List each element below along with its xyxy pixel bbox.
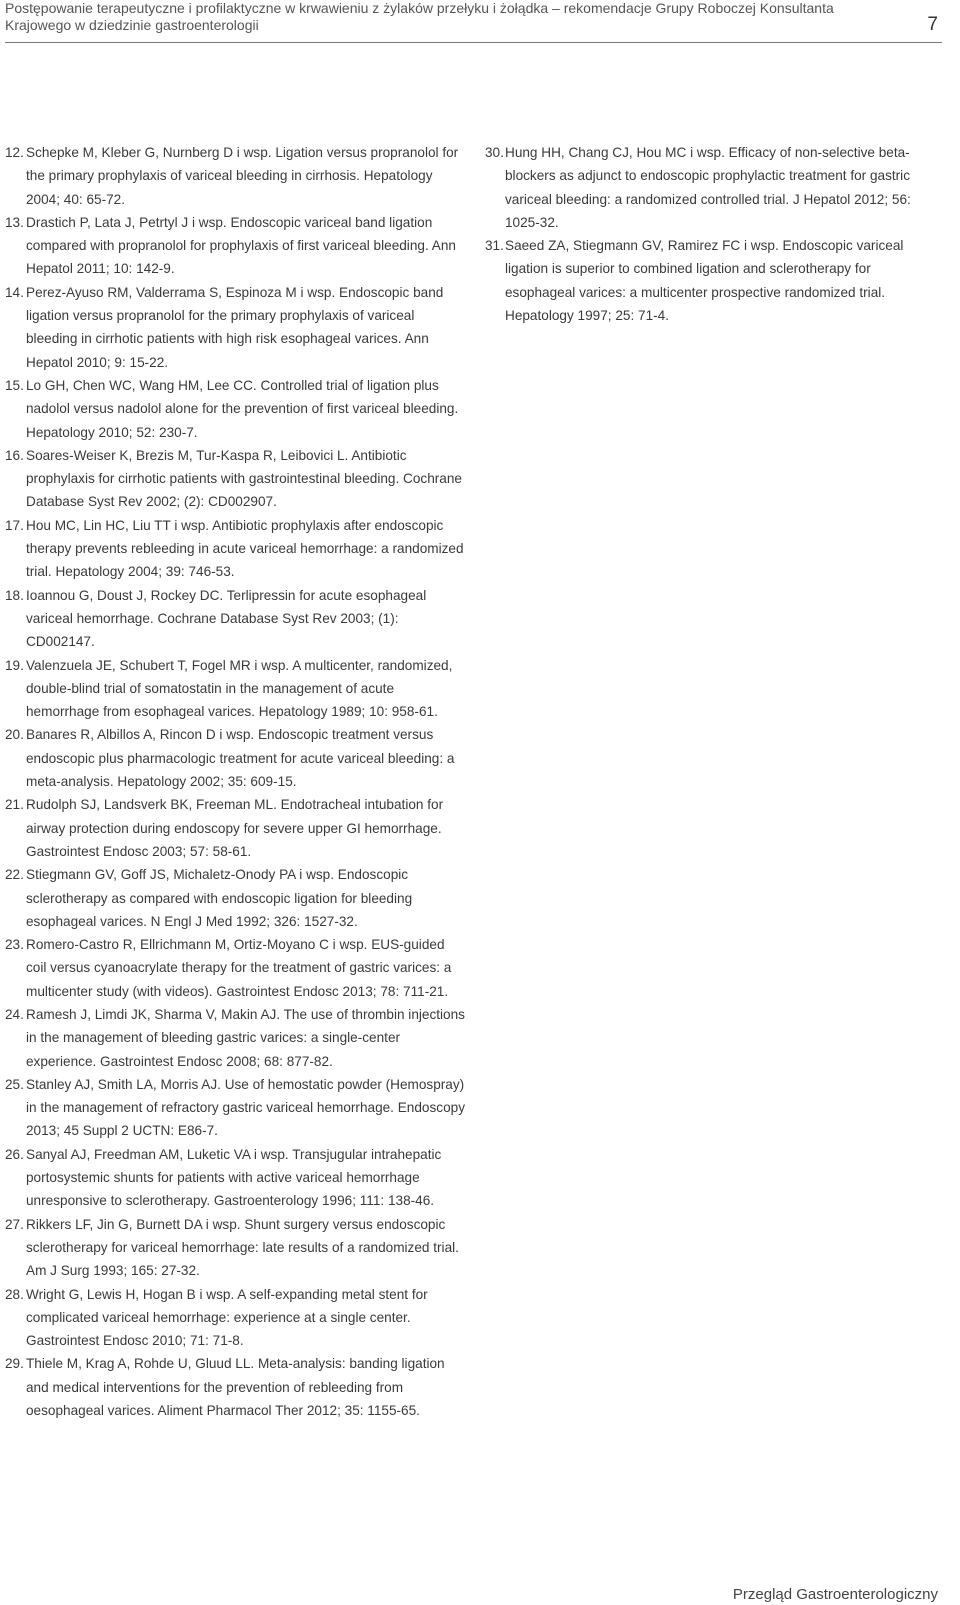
reference-item xyxy=(0,514,466,584)
reference-item xyxy=(485,141,940,234)
reference-text: Perez-Ayuso RM, Valderrama S, Espinoza M i wsp. Endoscopic band ligation versus propranolol for the primary prophylaxis of variceal bleeding in cirrhotic patients with high risk esophageal varices. Ann Hepatol 2010; 9: 15-22. xyxy=(26,284,444,370)
reference-text: Thiele M, Krag A, Rohde U, Gluud LL. Meta-analysis: banding ligation and medical interventions for the prevention of rebleeding from oesophageal varices. Aliment Pharmacol Ther 2012; 35: 1155-65. xyxy=(26,1356,445,1419)
running-header-title: Postępowanie terapeutyczne i profilaktyczne w krwawieniu z żylaków przełyku i żołądka – rekomendacje Grupy Roboczej Konsultanta Krajowego w dziedzinie gastroenterologii xyxy=(5,0,834,33)
reference-number: 13. xyxy=(5,214,24,230)
reference-text: Lo GH, Chen WC, Wang HM, Lee CC. Controlled trial of ligation plus nadolol versus nadolol alone for the prevention of first variceal bleeding. Hepatology 2010; 52: 230-7. xyxy=(26,377,459,440)
reference-text: Ramesh J, Limdi JK, Sharma V, Makin AJ. The use of thrombin injections in the management of bleeding gastric varices: a single-center experience. Gastrointest Endosc 2008; 68: 877-82. xyxy=(26,1006,465,1069)
reference-item xyxy=(0,1143,466,1213)
reference-text: Rikkers LF, Jin G, Burnett DA i wsp. Shunt surgery versus endoscopic sclerotherapy for variceal hemorrhage: late results of a randomized trial. Am J Surg 1993; 165: 27-32. xyxy=(26,1216,459,1279)
reference-number: 21. xyxy=(5,797,24,813)
reference-text: Schepke M, Kleber G, Nurnberg D i wsp. Ligation versus propranolol for the primary prophylaxis of variceal bleeding in cirrhosis. Hepatology 2004; 40: 65-72. xyxy=(26,145,459,207)
reference-item xyxy=(0,793,466,863)
reference-text: Wright G, Lewis H, Hogan B i wsp. A self-expanding metal stent for complicated variceal hemorrhage: experience at a single center. Gastrointest Endosc 2010; 71: 71-8. xyxy=(26,1286,428,1349)
reference-text: Romero-Castro R, Ellrichmann M, Ortiz-Moyano C i wsp. EUS-guided coil versus cyanoacrylate therapy for the treatment of gastric varices: a multicenter study (with videos). Gastrointest Endosc 2013; 78: 711-21. xyxy=(26,937,452,999)
reference-item xyxy=(0,863,466,933)
reference-number: 25. xyxy=(5,1076,24,1092)
reference-text: Ioannou G, Doust J, Rockey DC. Terlipressin for acute esophageal variceal hemorrhage. Cochrane Database Syst Rev 2003; (1): CD002147. xyxy=(26,587,427,650)
reference-number: 20. xyxy=(5,727,24,743)
reference-item xyxy=(0,1283,466,1353)
reference-item xyxy=(485,234,940,327)
reference-item xyxy=(0,723,466,793)
reference-item xyxy=(0,211,466,281)
reference-text: Hou MC, Lin HC, Liu TT i wsp. Antibiotic prophylaxis after endoscopic therapy prevents rebleeding in acute variceal hemorrhage: a randomized trial. Hepatology 2004; 39: 746-53. xyxy=(26,517,464,580)
reference-text: Saeed ZA, Stiegmann GV, Ramirez FC i wsp. Endoscopic variceal ligation is superior to combined ligation and sclerotherapy for esophageal varices: a multicenter prospective randomized trial. Hepatology 1997; 25: 71-4. xyxy=(505,238,904,324)
reference-item xyxy=(0,584,466,654)
reference-item xyxy=(0,281,466,374)
reference-number: 30. xyxy=(485,145,504,160)
reference-number: 19. xyxy=(5,657,24,673)
reference-list-left-column xyxy=(0,141,466,1422)
header-divider xyxy=(5,42,942,43)
reference-number: 22. xyxy=(5,867,24,883)
reference-text: Valenzuela JE, Schubert T, Fogel MR i wsp. A multicenter, randomized, double-blind trial of somatostatin in the management of acute hemorrhage from esophageal varices. Hepatology 1989; 10: 958-61. xyxy=(26,657,453,720)
reference-text: Stanley AJ, Smith LA, Morris AJ. Use of hemostatic powder (Hemospray) in the management of refractory gastric variceal hemorrhage. Endoscopy 2013; 45 Suppl 2 UCTN: E86-7. xyxy=(26,1076,465,1139)
reference-item xyxy=(0,1213,466,1283)
reference-item xyxy=(0,1073,466,1143)
reference-text: Soares-Weiser K, Brezis M, Tur-Kaspa R, Leibovici L. Antibiotic prophylaxis for cirrhotic patients with gastrointestinal bleeding. Cochrane Database Syst Rev 2002; (2): CD002907. xyxy=(26,447,462,510)
reference-item xyxy=(0,444,466,514)
reference-number: 26. xyxy=(5,1146,24,1162)
reference-number: 16. xyxy=(5,447,24,463)
reference-number: 23. xyxy=(5,937,24,953)
reference-text: Stiegmann GV, Goff JS, Michaletz-Onody PA i wsp. Endoscopic sclerotherapy as compared with endoscopic ligation for bleeding esophageal varices. N Engl J Med 1992; 326: 1527-32. xyxy=(26,867,413,929)
reference-item xyxy=(0,654,466,724)
reference-list-right-column xyxy=(485,141,940,327)
reference-number: 27. xyxy=(5,1216,24,1232)
reference-number: 28. xyxy=(5,1286,24,1302)
reference-number: 29. xyxy=(5,1356,24,1372)
reference-item xyxy=(0,1352,466,1422)
reference-number: 31. xyxy=(485,238,504,254)
reference-item xyxy=(0,1003,466,1073)
reference-text: Drastich P, Lata J, Petrtyl J i wsp. Endoscopic variceal band ligation compared with propranolol for prophylaxis of first variceal bleeding. Ann Hepatol 2011; 10: 142-9. xyxy=(26,214,456,277)
journal-name-footer: Przegląd Gastroenterologiczny xyxy=(732,1586,938,1603)
reference-item xyxy=(0,374,466,444)
page-number: 7 xyxy=(927,14,938,35)
reference-text: Banares R, Albillos A, Rincon D i wsp. Endoscopic treatment versus endoscopic plus pharmacologic treatment for acute variceal bleeding: a meta-analysis. Hepatology 2002; 35: 609-15. xyxy=(26,727,455,790)
reference-item xyxy=(0,141,466,211)
reference-number: 12. xyxy=(5,145,24,160)
reference-number: 14. xyxy=(5,284,24,300)
reference-number: 24. xyxy=(5,1006,24,1022)
reference-item xyxy=(0,933,466,1003)
reference-number: 15. xyxy=(5,377,24,393)
reference-text: Sanyal AJ, Freedman AM, Luketic VA i wsp. Transjugular intrahepatic portosystemic shunts for patients with active variceal hemorrhage unresponsive to sclerotherapy. Gastroenterology 1996; 111: 138-46. xyxy=(26,1146,442,1209)
reference-text: Rudolph SJ, Landsverk BK, Freeman ML. Endotracheal intubation for airway protection during endoscopy for severe upper GI hemorrhage. Gastrointest Endosc 2003; 57: 58-61. xyxy=(26,797,444,859)
reference-number: 17. xyxy=(5,517,24,533)
reference-text: Hung HH, Chang CJ, Hou MC i wsp. Efficacy of non-selective beta-blockers as adjunct to endoscopic prophylactic treatment for gastric variceal bleeding: a randomized controlled trial. J Hepatol 2012; 56: 1025-32. xyxy=(505,145,911,230)
reference-number: 18. xyxy=(5,587,24,603)
